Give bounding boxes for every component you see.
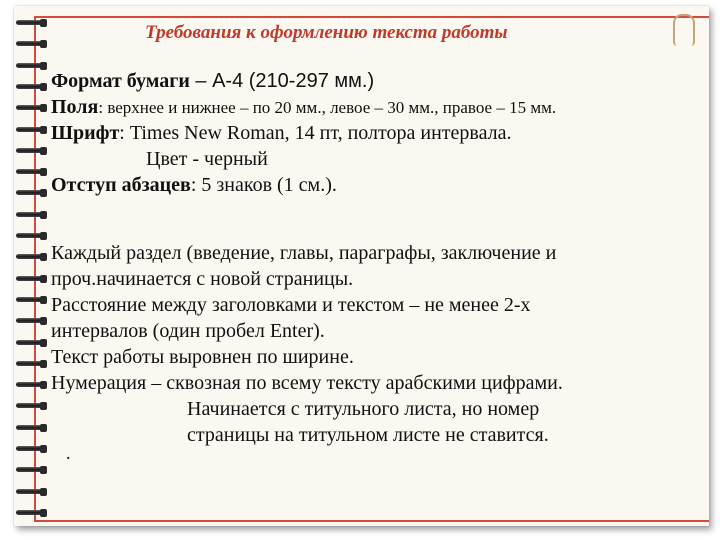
binding-ring-icon: [14, 18, 46, 29]
paper-clip-icon: [673, 14, 695, 46]
binding-ring-icon: [14, 380, 46, 391]
spec-font: [51, 120, 556, 146]
binding-ring-icon: [14, 167, 46, 178]
rules-paragraph: [51, 240, 691, 448]
paragraph-line: страницы на титульном листе не ставится.: [187, 424, 549, 446]
binding-ring-icon: [14, 295, 46, 306]
binding-ring-icon: [14, 274, 46, 285]
binding-ring-icon: [14, 465, 46, 476]
binding-ring-icon: [14, 359, 46, 370]
binding-ring-icon: [14, 487, 46, 498]
spec-format-label: Формат бумаги: [51, 70, 190, 92]
binding-ring-icon: [14, 39, 46, 50]
bullet-marker: .: [66, 443, 71, 463]
paragraph-line: проч.начинается с новой страницы.: [51, 268, 354, 290]
binding-ring-icon: [14, 125, 46, 136]
spec-list: [51, 68, 556, 198]
binding-ring-icon: [14, 508, 46, 519]
binding-ring-icon: [14, 423, 46, 434]
spec-indent-label: Отступ абзацев: [51, 174, 191, 196]
binding-ring-icon: [14, 82, 46, 93]
paragraph-line: Расстояние между заголовками и текстом – не менее 2-х: [51, 294, 531, 316]
spec-margins-value: : верхнее и нижнее – по 20 мм., левое – 30 мм., правое – 15 мм.: [98, 98, 557, 117]
paragraph-line: Текст работы выровнен по ширине.: [51, 346, 354, 368]
binding-ring-icon: [14, 401, 46, 412]
paragraph-line: Каждый раздел (введение, главы, параграфы, заключение и: [51, 242, 557, 264]
spec-margins: [51, 94, 556, 120]
spec-font-label: Шрифт: [51, 122, 120, 144]
spec-format-value: – А-4 (210-297 мм.): [189, 70, 375, 92]
binding-ring-icon: [14, 61, 46, 72]
spiral-binding: [14, 18, 54, 528]
paragraph-line: Начинается с титульного листа, но номер: [187, 398, 540, 420]
page-title: Требования к оформлению текста работы: [145, 22, 508, 43]
binding-ring-icon: [14, 338, 46, 349]
binding-ring-icon: [14, 103, 46, 114]
binding-ring-icon: [14, 252, 46, 263]
paragraph-line: интервалов (один пробел Enter).: [51, 320, 325, 342]
binding-ring-icon: [14, 231, 46, 242]
binding-ring-icon: [14, 210, 46, 221]
spec-font-value: : Times New Roman, 14 пт, полтора интервала.: [119, 122, 512, 144]
binding-ring-icon: [14, 316, 46, 327]
binding-ring-icon: [14, 188, 46, 199]
binding-ring-icon: [14, 146, 46, 157]
spec-indent: [51, 172, 556, 198]
spec-format: [51, 68, 556, 94]
spec-color: Цвет - черный: [146, 148, 268, 170]
spec-margins-label: Поля: [51, 96, 99, 118]
paragraph-line: Нумерация – сквозная по всему тексту арабскими цифрами.: [51, 372, 563, 394]
binding-ring-icon: [14, 444, 46, 455]
spec-indent-value: : 5 знаков (1 см.).: [190, 174, 337, 196]
